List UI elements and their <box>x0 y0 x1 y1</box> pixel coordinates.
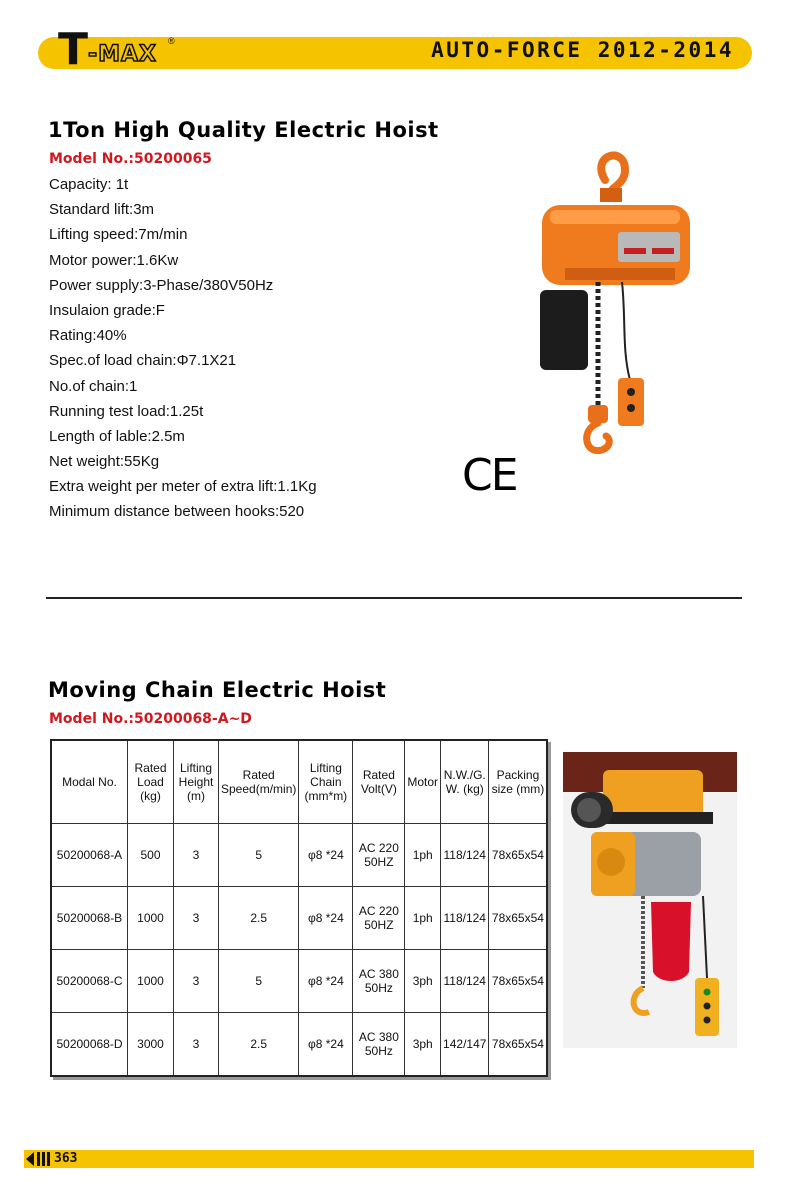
col-header: Lifting Chain (mm*m) <box>299 740 353 824</box>
col-header: Rated Load (kg) <box>128 740 174 824</box>
header-tagline: AUTO-FORCE 2012-2014 <box>431 38 734 62</box>
table-cell: 3ph <box>405 950 441 1013</box>
table-cell: 118/124 <box>441 950 489 1013</box>
table-cell: 50200068-B <box>51 887 128 950</box>
table-cell: φ8 *24 <box>299 887 353 950</box>
table-cell: 50200068-C <box>51 950 128 1013</box>
table-cell: 118/124 <box>441 887 489 950</box>
table-cell: 2.5 <box>219 1013 299 1077</box>
table-row <box>51 950 547 1013</box>
spec-item: Length of lable:2.5m <box>49 427 185 445</box>
table-cell: 78x65x54 <box>489 887 548 950</box>
table-cell: AC 220 50HZ <box>353 824 405 887</box>
spec-item: Running test load:1.25t <box>49 402 204 420</box>
col-header: Motor <box>405 740 441 824</box>
table-cell: 50200068-D <box>51 1013 128 1077</box>
table-cell: 3ph <box>405 1013 441 1077</box>
spec-item: Capacity: 1t <box>49 176 129 193</box>
spec-item: Motor power:1.6Kw <box>49 251 179 269</box>
spec-item: Spec.of load chain:Φ7.1X21 <box>49 352 237 370</box>
section2-model-no: Model No.:50200068-A~D <box>49 711 252 727</box>
table-cell: 2.5 <box>219 887 299 950</box>
table-row <box>51 824 547 887</box>
footer-bar <box>72 1150 754 1168</box>
table-cell: 3 <box>174 824 219 887</box>
section1-title: 1Ton High Quality Electric Hoist <box>48 118 439 142</box>
logo-max: -MAX <box>88 42 158 67</box>
page-number: 363 <box>54 1151 78 1166</box>
table-cell: φ8 *24 <box>299 1013 353 1077</box>
table-cell: 3 <box>174 950 219 1013</box>
table-cell: 3 <box>174 1013 219 1077</box>
col-header: Lifting Height (m) <box>174 740 219 824</box>
spec-item: Minimum distance between hooks:520 <box>49 503 305 521</box>
table-cell: 3000 <box>128 1013 174 1077</box>
tmax-logo <box>58 24 178 75</box>
col-header: Packing size (mm) <box>489 740 548 824</box>
spec-item: Extra weight per meter of extra lift:1.1Kg <box>49 478 317 496</box>
table-cell: 78x65x54 <box>489 950 548 1013</box>
table-cell: 500 <box>128 824 174 887</box>
table-cell: 5 <box>219 950 299 1013</box>
table-cell: 5 <box>219 824 299 887</box>
col-header: Rated Speed(m/min) <box>219 740 299 824</box>
table-cell: 1000 <box>128 950 174 1013</box>
table-header-row <box>51 740 547 824</box>
logo-registered: ® <box>168 36 175 46</box>
spec-item: No.of chain:1 <box>49 377 138 395</box>
section2-title: Moving Chain Electric Hoist <box>48 678 387 702</box>
spec-table <box>50 739 548 1077</box>
table-cell: AC 380 50Hz <box>353 950 405 1013</box>
table-cell: 3 <box>174 887 219 950</box>
section1-model-no: Model No.:50200065 <box>49 151 212 167</box>
moving-chain-hoist-icon <box>563 752 737 1048</box>
spec-item: Standard lift:3m <box>49 201 155 219</box>
section1-spec-list <box>49 174 317 527</box>
col-header: Rated Volt(V) <box>353 740 405 824</box>
table-row <box>51 887 547 950</box>
section-divider <box>46 597 742 599</box>
spec-item: Lifting speed:7m/min <box>49 226 188 244</box>
table-cell: AC 380 50Hz <box>353 1013 405 1077</box>
spec-item: Net weight:55Kg <box>49 453 160 471</box>
table-cell: 118/124 <box>441 824 489 887</box>
table-cell: φ8 *24 <box>299 950 353 1013</box>
spec-item: Rating:40% <box>49 327 127 345</box>
table-cell: 78x65x54 <box>489 1013 548 1077</box>
table-cell: 78x65x54 <box>489 824 548 887</box>
table-cell: 1ph <box>405 887 441 950</box>
spec-item: Insulaion grade:F <box>49 301 165 319</box>
table-cell: AC 220 50HZ <box>353 887 405 950</box>
logo-t: T <box>58 24 89 75</box>
col-header: N.W./G. W. (kg) <box>441 740 489 824</box>
spec-item: Power supply:3-Phase/380V50Hz <box>49 276 274 294</box>
col-header: Modal No. <box>51 740 128 824</box>
table-cell: 1000 <box>128 887 174 950</box>
electric-hoist-icon <box>530 150 710 460</box>
ce-mark: CE <box>462 450 517 501</box>
table-row <box>51 1013 547 1077</box>
table-cell: 142/147 <box>441 1013 489 1077</box>
table-cell: 50200068-A <box>51 824 128 887</box>
table-cell: φ8 *24 <box>299 824 353 887</box>
table-cell: 1ph <box>405 824 441 887</box>
